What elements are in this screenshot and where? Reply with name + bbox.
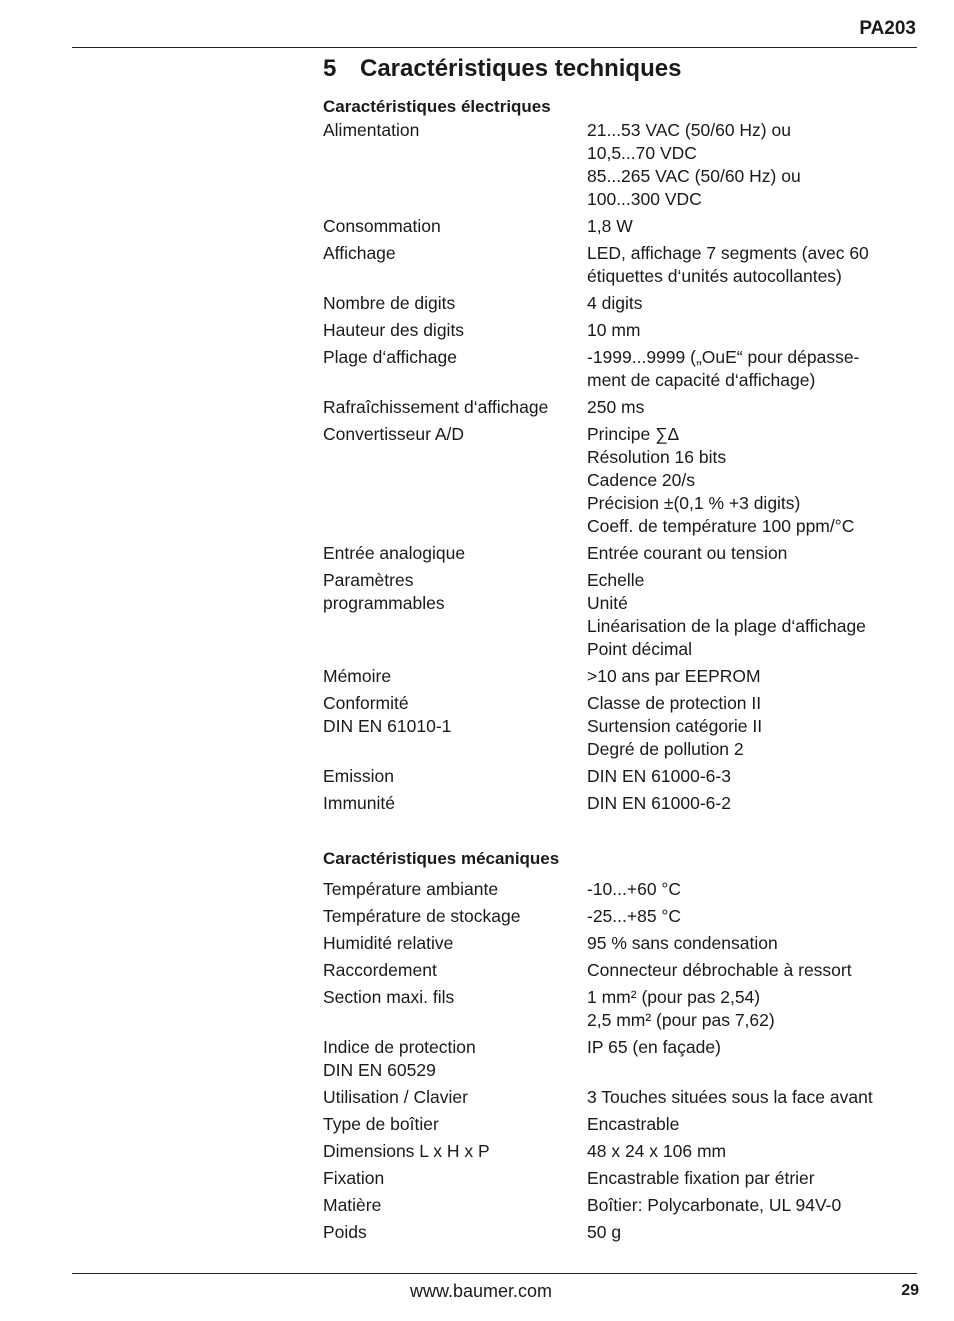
spec-value: 250 ms: [587, 397, 645, 417]
spec-value: IP 65 (en façade): [587, 1037, 721, 1057]
spec-label: Mémoire: [323, 666, 392, 686]
spec-row: [323, 986, 915, 1032]
spec-label: Conformité DIN EN 61010-1: [323, 693, 452, 736]
spec-label: Nombre de digits: [323, 293, 456, 313]
spec-label: Alimentation: [323, 120, 420, 140]
spec-value: DIN EN 61000-6-2: [587, 793, 731, 813]
spec-label: Rafraîchissement d‘affichage: [323, 397, 549, 417]
spec-value: 1,8 W: [587, 216, 633, 236]
spec-label: Utilisation / Clavier: [323, 1087, 468, 1107]
spec-value: 10 mm: [587, 320, 641, 340]
spec-value: 95 % sans condensation: [587, 933, 778, 953]
spec-value: Encastrable fixation par étrier: [587, 1168, 815, 1188]
spec-value: >10 ans par EEPROM: [587, 666, 761, 686]
spec-label: Hauteur des digits: [323, 320, 465, 340]
spec-table-electrical: [323, 119, 915, 815]
spec-label: Température ambiante: [323, 879, 499, 899]
spec-value: -10...+60 °C: [587, 879, 682, 899]
mechanical-section: [323, 848, 915, 1244]
spec-label: Convertisseur A/D: [323, 424, 465, 444]
spec-value: Classe de protection II Surtension catégorie II Degré de pollution 2: [587, 693, 763, 759]
chapter-number: 5: [323, 55, 337, 82]
spec-row: [323, 1167, 915, 1190]
spec-value: Boîtier: Polycarbonate, UL 94V-0: [587, 1195, 842, 1215]
spec-row: [323, 1194, 915, 1217]
chapter-title: Caractéristiques techniques: [360, 55, 682, 82]
spec-value: 21...53 VAC (50/60 Hz) ou 10,5...70 VDC 85...265 VAC (50/60 Hz) ou 100...300 VDC: [587, 120, 801, 209]
footer-divider: [72, 1273, 917, 1274]
main-content: [323, 54, 915, 1248]
spec-row: [323, 959, 915, 982]
spec-value: DIN EN 61000-6-3: [587, 766, 731, 786]
footer-url: www.baumer.com: [410, 1281, 553, 1301]
spec-label: Immunité: [323, 793, 395, 813]
spec-label: Fixation: [323, 1168, 385, 1188]
spec-label: Poids: [323, 1222, 367, 1242]
spec-row: [323, 932, 915, 955]
document-code: PA203: [859, 18, 916, 39]
spec-table-mechanical: [323, 878, 915, 1244]
spec-value: Connecteur débrochable à ressort: [587, 960, 852, 980]
spec-row: [323, 792, 915, 815]
spec-row: [323, 346, 915, 392]
spec-label: Type de boîtier: [323, 1114, 439, 1134]
spec-row: [323, 1140, 915, 1163]
spec-label: Affichage: [323, 243, 396, 263]
spec-row: [323, 396, 915, 419]
spec-row: [323, 423, 915, 538]
spec-value: Echelle Unité Linéarisation de la plage d‘affichage Point décimal: [587, 570, 866, 659]
spec-row: [323, 692, 915, 761]
spec-value: LED, affichage 7 segments (avec 60 étiquettes d‘unités autocollantes): [587, 243, 869, 286]
spec-label: Plage d‘affichage: [323, 347, 457, 367]
spec-value: Encastrable: [587, 1114, 680, 1134]
spec-row: [323, 665, 915, 688]
spec-row: [323, 119, 915, 211]
spec-value: 48 x 24 x 106 mm: [587, 1141, 727, 1161]
spec-label: Emission: [323, 766, 394, 786]
spec-value: 3 Touches situées sous la face avant: [587, 1087, 873, 1107]
spec-row: [323, 1086, 915, 1109]
spec-value: Entrée courant ou tension: [587, 543, 788, 563]
spec-label: Matière: [323, 1195, 382, 1215]
spec-label: Entrée analogique: [323, 543, 466, 563]
spec-label: Humidité relative: [323, 933, 454, 953]
spec-value: -1999...9999 („OuE“ pour dépasse- ment de capacité d‘affichage): [587, 347, 860, 390]
spec-label: Température de stockage: [323, 906, 521, 926]
section-title-electrical: Caractéristiques électriques: [323, 97, 551, 116]
spec-row: [323, 242, 915, 288]
spec-value: 1 mm² (pour pas 2,54) 2,5 mm² (pour pas 7,62): [587, 987, 775, 1030]
spec-row: [323, 1221, 915, 1244]
spec-value: 4 digits: [587, 293, 643, 313]
spec-row: [323, 1113, 915, 1136]
spec-row: [323, 215, 915, 238]
spec-label: Consommation: [323, 216, 441, 236]
electrical-section: [323, 96, 915, 815]
spec-value: Principe ∑Δ Résolution 16 bits Cadence 20/s Précision ±(0,1 % +3 digits) Coeff. de température 100 ppm/°C: [587, 424, 855, 536]
spec-row: [323, 569, 915, 661]
spec-value: 50 g: [587, 1222, 622, 1242]
spec-label: Paramètres programmables: [323, 570, 445, 613]
spec-label: Raccordement: [323, 960, 437, 980]
chapter-heading: [323, 54, 915, 84]
spec-value: -25...+85 °C: [587, 906, 682, 926]
header-divider: [72, 47, 917, 48]
spec-row: [323, 765, 915, 788]
spec-label: Indice de protection DIN EN 60529: [323, 1037, 476, 1080]
spec-row: [323, 292, 915, 315]
spec-label: Dimensions L x H x P: [323, 1141, 490, 1161]
spec-label: Section maxi. fils: [323, 987, 455, 1007]
page-number: 29: [901, 1282, 919, 1299]
spec-row: [323, 905, 915, 928]
spec-row: [323, 542, 915, 565]
spec-row: [323, 319, 915, 342]
section-title-mechanical: Caractéristiques mécaniques: [323, 849, 560, 868]
spec-row: [323, 1036, 915, 1082]
spec-row: [323, 878, 915, 901]
